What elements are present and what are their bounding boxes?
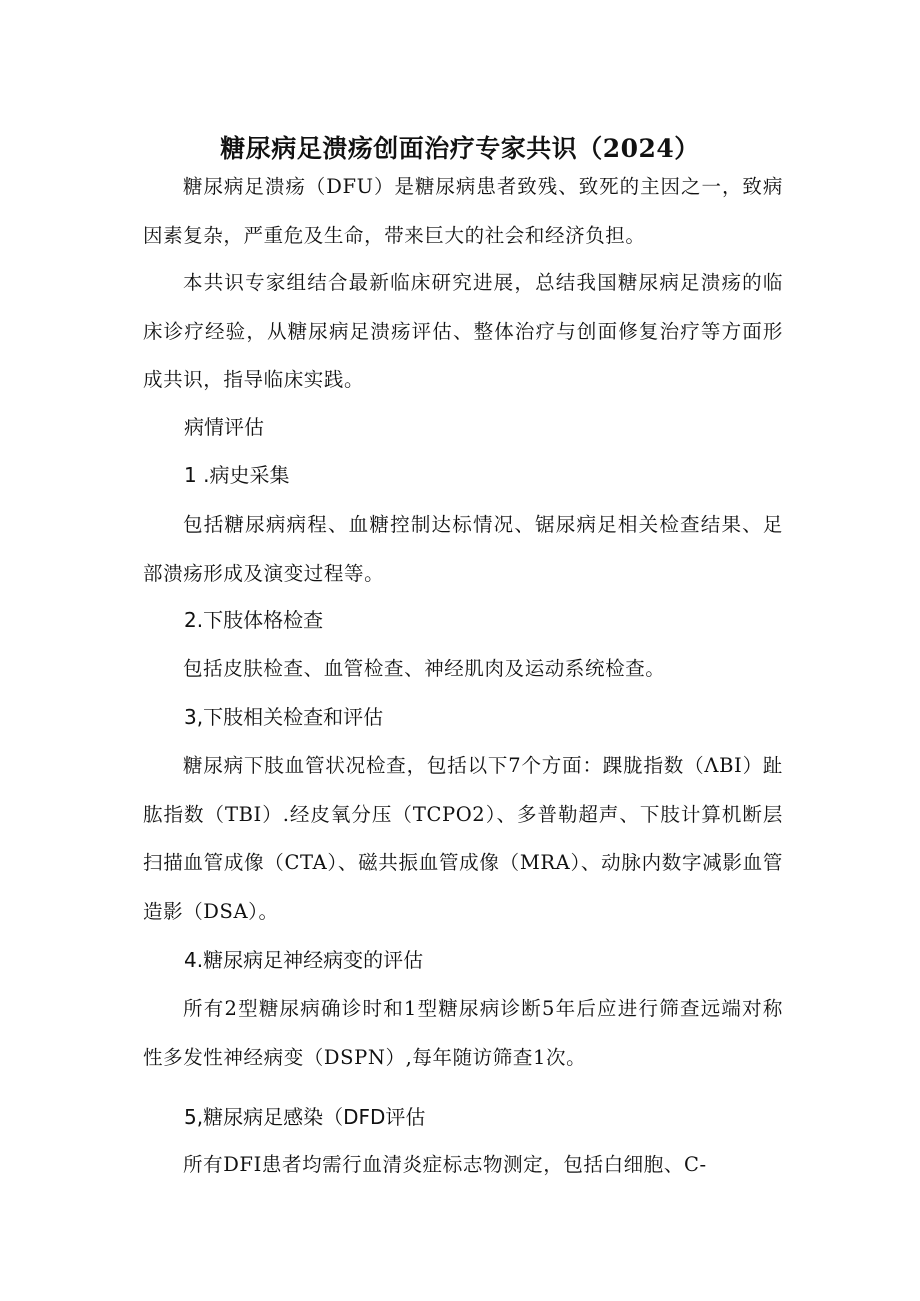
intro-paragraph-2: 本共识专家组结合最新临床研究进展，总结我国糖尿病足溃疡的临床诊疗经验，从糖尿病足溃疡评估、整体治疗与创面修复治疗等方面形成共识，指导临床实践。 — [143, 271, 783, 391]
paragraph-lower-limb-exam: 糖尿病下肢血管状况检查，包括以下7个方面：踝胧指数（ΛBI）趾肱指数（TBI）.经皮氧分压（TCPO2）、多普勒超声、下肢计算机断层扫描血管成像（CTA）、磁共振血管成像（MRA）、动脉内数字减影血管造影（DSA）。 — [143, 754, 783, 923]
heading-lower-limb-exam: 3,下肢相关检查和评估 — [184, 705, 384, 729]
paragraph-physical-exam: 包括皮肤检查、血管检查、神经肌肉及运动系统检查。 — [183, 657, 666, 680]
heading-neuropathy: 4.糖尿病足神经病变的评估 — [184, 948, 424, 972]
section-title: 病情评估 — [184, 415, 264, 439]
paragraph-infection: 所有DFI患者均需行血清炎症标志物测定，包括白细胞、C- — [183, 1153, 707, 1176]
heading-physical-exam: 2.下肢体格检查 — [184, 608, 324, 632]
paragraph-history: 包括糖尿病病程、血糖控制达标情况、锯尿病足相关检查结果、足部溃疡形成及演变过程等。 — [143, 513, 783, 585]
intro-paragraph-1: 糖尿病足溃疡（DFU）是糖尿病患者致残、致死的主因之一，致病因素复杂，严重危及生命，带来巨大的社会和经济负担。 — [143, 175, 783, 247]
heading-infection: 5,糖尿病足感染（DFD评估 — [184, 1105, 426, 1129]
document-title: 糖尿病足溃疡创面治疗专家共识（2024） — [220, 133, 700, 163]
paragraph-neuropathy: 所有2型糖尿病确诊时和1型糖尿病诊断5年后应进行筛查远端对称性多发性神经病变（DSPN）,每年随访筛查1次。 — [143, 997, 783, 1069]
heading-history: 1 .病史采集 — [184, 463, 290, 487]
